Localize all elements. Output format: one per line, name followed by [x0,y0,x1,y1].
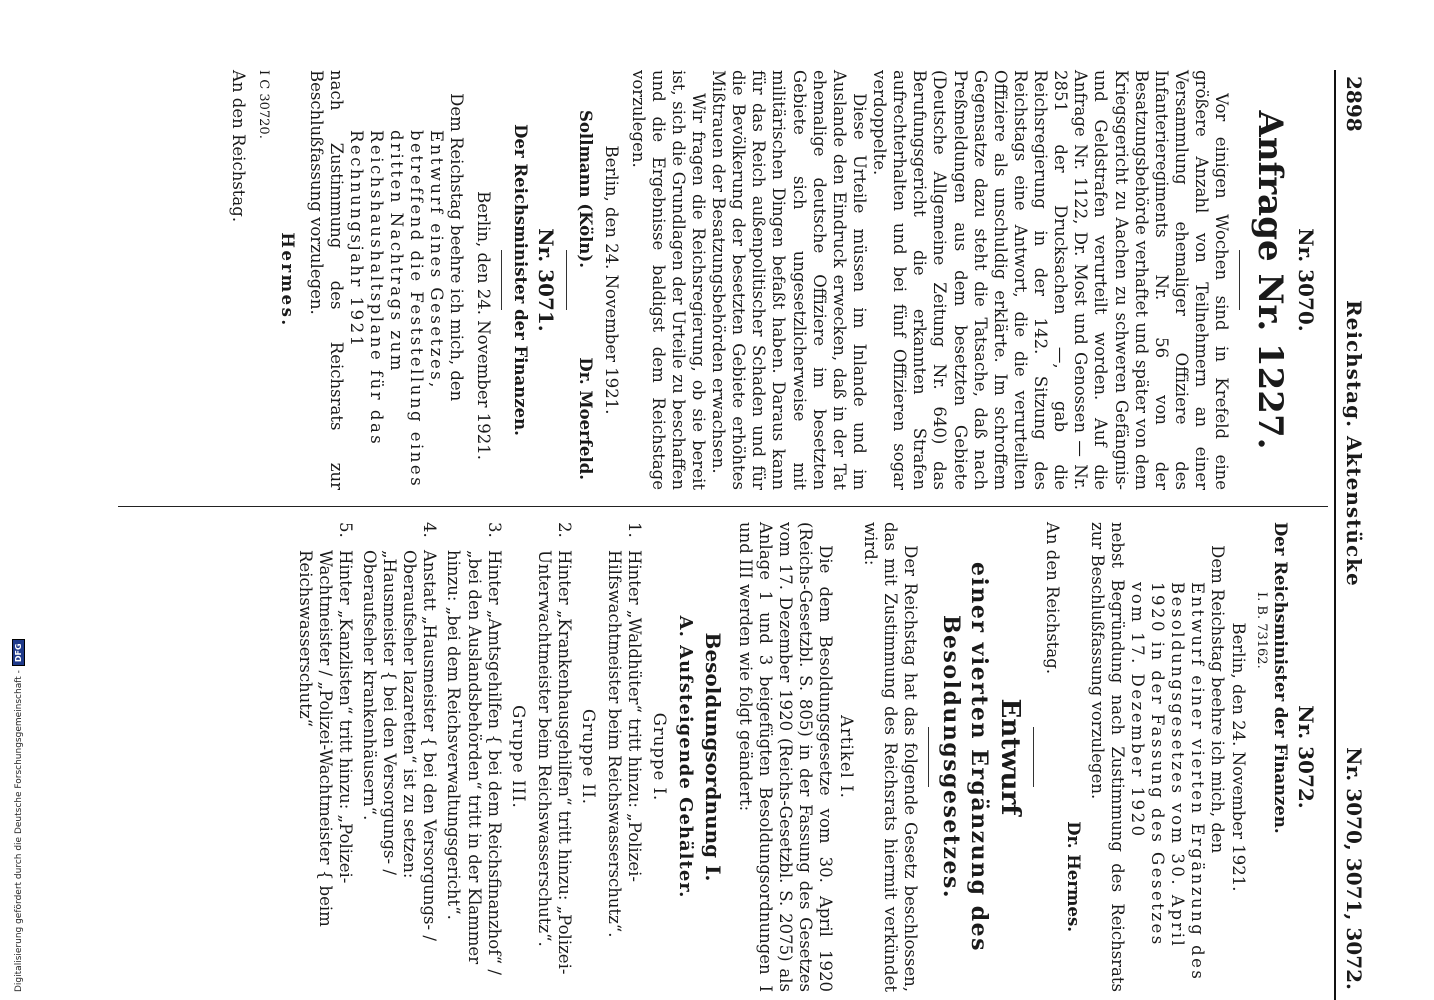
page-header [1334,70,1370,1000]
nr-3072-heading: Nr. 3072. [1294,705,1318,809]
reference-number: I C 30720. [256,70,272,139]
list-item: 4. Anstatt „Hausmeister { bei den Versorgungs- / Oberaufseher lazaretten“ ist zu setzen: „Hausmeister { bei den Versorgungs- / Oberaufseher krankenhäusern“. [359,522,440,992]
credit-text: Digitalisierung gefördert durch die Deutsche Forschungsgemeinschaft - [13,670,24,992]
column-divider [118,506,1328,507]
letter-intro: Dem Reichstag beehre ich mich, den [1208,545,1228,854]
separator-rule [928,727,929,787]
separator-rule [501,250,502,310]
addressee: An den Reichstag. [1043,522,1063,675]
letter-date: Berlin, den 24. November 1921. [1228,622,1248,892]
list-item-text: Hinter „Kanzlisten“ tritt hinzu: „Polizei-Wachtmeister / „Polizei-Wachtmeister { beim Reichswasserschutz“ [295,550,355,927]
enactment-clause: Der Reichstag hat das folgende Gesetz beschlossen, das mit Zustimmung des Reichsrats hiermit verkündet wird: [860,522,920,992]
list-item: 1. Hinter „Waldhüter“ tritt hinzu: „Polizei-Hilfswachtmeister beim Reichswasserschutz“. [604,522,644,992]
draft-title: Entwurf eines Gesetzes, betreffend die Feststellung eines dritten Nachtrags zum Reichshaushaltsplane für das Rechnungsjahr 1921 [346,130,447,489]
digitization-credit-strip [0,0,24,1000]
anfrage-signatures [575,70,595,490]
article-heading: Artikel I. [836,715,856,799]
list-item: 5. Hinter „Kanzlisten“ tritt hinzu: „Polizei-Wachtmeister / „Polizei-Wachtmeister { beim Reichswasserschutz“ [294,522,354,992]
anfrage-title: Anfrage Nr. 1227. [1249,110,1290,450]
anfrage-date: Berlin, den 24. November 1921. [602,145,622,415]
list-item-text: Hinter „Waldhüter“ tritt hinzu: „Polizei-Hilfswachtmeister beim Reichswasserschutz“. [605,550,645,938]
document-numbers: Nr. 3070, 3071, 3072. [1342,747,1366,990]
anfrage-paragraph-1: Vor einigen Wochen sind in Krefeld eine größere Anzahl von Teilnehmern an einer Versammlung ehemaliger Offiziere des Infanterieregiments Nr. 56 von der Besatzungsbehörde verhaftet und später von dem Kriegsgericht zu Aachen zu schweren Gefängnis- und Geldstrafen verurteilt worden. Auf die Anfrage Nr. 1122, Dr. Most und Genossen — Nr. 2851 der Drucksachen —, gab die Reichsregierung in der 142. Sitzung des Reichstags eine Antwort, die die verurteilten Offiziere als unschuldig erklärte. Im schroffem Gegensatze dazu steht die Tatsache, daß nach Preßmeldungen aus dem besetzten Gebiete (Deutsche Allgemeine Zeitung Nr. 640) das Berufungsgericht die erkannten Strafen aufrechterhalten und bei fünf Offizieren sogar verdoppelte. [870,70,1232,490]
article-text: Die dem Besoldungsgesetze vom 30. April 1920 (Reichs-Gesetzbl. S. 805) in der Fassung des Gesetzes vom 17. Dezember 1920 (Reichs-Gesetzbl. S. 2075) als Anlage 1 und 3 beigefügten Besoldungsordnungen I und III werden wie folgt geändert: [736,522,836,992]
nr-3070-heading: Nr. 3070. [1294,228,1318,332]
besoldungsordnung-heading: Besoldungsordnung I. [700,632,725,882]
list-item: 3. Hinter „Amtsgehilfen { bei dem Reichsfinanzhof“ / „bei den Auslandsbehörden“ tritt in der Klammer hinzu: „bei dem Reichsverwaltungsgericht“. [443,522,503,992]
separator-rule [1239,250,1240,310]
separator-rule [1033,727,1034,787]
signer-name: Hermes. [278,232,298,328]
draft-title: Entwurf einer vierten Ergänzung des Besoldungsgesetzes vom 30. April 1920 in der Fassung des Gesetzes vom 17. Dezember 1920 [1128,582,1208,982]
list-item-text: Hinter „Krankenhausgehilfen“ tritt hinzu: „Polizei-Unterwachtmeister beim Reichswasserschutz“. [534,550,575,975]
letter-closing: nebst Begründung nach Zustimmung des Reichsrats zur Beschlußfassung vorzulegen. [1087,522,1127,992]
group-1-heading: Gruppe I. [649,712,669,802]
list-item: 2. Hinter „Krankenhausgehilfen“ tritt hinzu: „Polizei-Unterwachtmeister beim Reichswasserschutz“. [534,522,574,992]
running-title: Reichstag. Aktenstücke [1342,300,1366,587]
signature-sollmann: Sollmann (Köln). [576,110,596,268]
letter-date: Berlin, den 24. November 1921. [473,191,493,460]
dfg-logo: DFG [12,639,25,666]
entwurf-title: Entwurf [995,698,1026,816]
letter-intro: Dem Reichstag beehre ich mich, den [447,93,467,402]
reference-number: I. B. 73162. [1254,592,1270,669]
group-3-heading: Gruppe III. [508,705,528,809]
list-item-text: Anstatt „Hausmeister { bei den Versorgungs- / Oberaufseher lazaretten“ ist zu setzen: „Hausmeister { bei den Versorgungs- / Oberaufseher krankenhäusern“. [359,550,440,941]
list-item-text: Hinter „Amtsgehilfen { bei dem Reichsfinanzhof“ / „bei den Auslandsbehörden“ tritt in der Klammer hinzu: „bei dem Reichsverwaltungsgericht“. [444,550,504,975]
page-number: 2898 [1342,76,1366,132]
separator-rule [566,250,567,310]
section-a-heading: A. Aufsteigende Gehälter. [675,615,697,899]
scanned-page [110,70,1370,1000]
minister-heading: Der Reichsminister der Finanzen. [510,124,530,436]
nr-3071-heading: Nr. 3071. [534,228,559,332]
right-column [294,522,1324,992]
signature-moerfeld: Dr. Moerfeld. [576,357,596,480]
addressee: An den Reichstag. [228,70,248,223]
entwurf-subtitle-2: Besoldungsgesetzes. [937,614,964,900]
left-column [227,70,1324,490]
letter-closing: nach Zustimmung des Reichsrats zur Beschlußfassung vorzulegen. [306,70,346,490]
group-2-heading: Gruppe II. [579,708,599,806]
signer-name: Dr. Hermes. [1063,821,1083,932]
anfrage-paragraph-2: Diese Urteile müssen im Inlande und im Auslande den Eindruck erwecken, daß in der Tat ehemalige deutsche Offiziere im besetzten Gebiete sich ungesetzlicherweise mit militärischen Dingen befaßt haben. Daraus kann für das Reich außenpolitischer Schaden und für die Bevölkerung der besetzten Gebiete erhöhtes Mißtrauen der Besatzungsbehörden erwachsen. [709,70,869,490]
minister-heading: Der Reichsminister der Finanzen. [1270,522,1290,834]
entwurf-subtitle: einer vierten Ergänzung des [965,562,992,952]
anfrage-paragraph-3: Wir fragen die Reichsregierung, ob sie bereit ist, sich die Grundlagen der Urteile zu beschaffen und die Ergebnisse baldigst dem Reichstage vorzulegen. [628,70,708,490]
